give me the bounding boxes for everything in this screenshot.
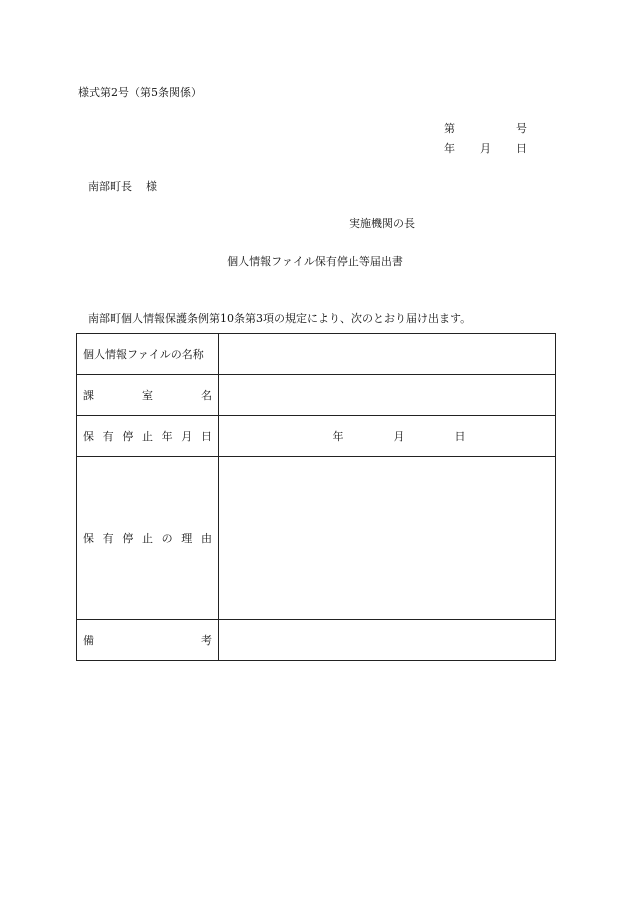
row-remarks — [77, 620, 556, 661]
label-stop-reason — [77, 457, 219, 620]
reference-number-suffix: 号 — [516, 122, 527, 135]
reference-block — [444, 122, 534, 162]
label-char: 有 — [102, 532, 114, 545]
field-stop-date[interactable] — [219, 416, 556, 457]
label-char: 備 — [83, 634, 94, 647]
document-title: 個人情報ファイル保有停止等届出書 — [227, 255, 403, 268]
reference-date-year: 年 — [444, 142, 455, 155]
label-char: 室 — [142, 389, 153, 402]
label-char: 保 — [83, 430, 94, 443]
reference-date-line — [444, 142, 534, 162]
label-department — [77, 375, 219, 416]
label-stop-date — [77, 416, 219, 457]
label-char: 日 — [200, 430, 212, 443]
reference-date-day: 日 — [516, 142, 527, 155]
addressee-name: 南部町長 — [88, 180, 132, 193]
row-stop-reason — [77, 457, 556, 620]
label-char: 名 — [201, 389, 212, 402]
reference-number-prefix: 第 — [444, 122, 455, 135]
sender: 実施機関の長 — [349, 217, 415, 230]
label-char: 由 — [200, 532, 212, 545]
label-char: 理 — [181, 532, 193, 545]
label-stop-reason-text — [77, 530, 218, 546]
label-char: 月 — [181, 430, 193, 443]
label-char: 止 — [141, 532, 153, 545]
date-month-marker: 月 — [393, 430, 405, 443]
label-file-name-text: 個人情報ファイルの名称 — [83, 348, 204, 361]
row-department — [77, 375, 556, 416]
field-file-name[interactable] — [219, 334, 556, 375]
label-department-text — [77, 387, 218, 403]
row-file-name — [77, 334, 556, 375]
label-remarks — [77, 620, 219, 661]
date-day-marker: 日 — [454, 430, 466, 443]
addressee-honorific: 様 — [146, 180, 157, 193]
field-remarks[interactable] — [219, 620, 556, 661]
reference-date-month: 月 — [480, 142, 491, 155]
label-char: 有 — [102, 430, 114, 443]
reference-number-line — [444, 122, 534, 142]
label-remarks-text — [77, 632, 218, 648]
intro-text: 南部町個人情報保護条例第10条第3項の規定により、次のとおり届け出ます。 — [88, 312, 472, 325]
label-char: 保 — [83, 532, 94, 545]
field-stop-reason[interactable] — [219, 457, 556, 620]
label-char: の — [161, 532, 173, 545]
label-char: 止 — [141, 430, 153, 443]
form-table — [76, 333, 556, 661]
label-char: 年 — [161, 430, 173, 443]
stop-date-placeholders — [219, 428, 555, 444]
label-char: 停 — [122, 532, 134, 545]
label-stop-date-text — [77, 428, 218, 444]
label-file-name — [77, 334, 219, 375]
label-char: 停 — [122, 430, 134, 443]
addressee — [88, 180, 157, 194]
field-department[interactable] — [219, 375, 556, 416]
row-stop-date — [77, 416, 556, 457]
label-char: 課 — [83, 389, 94, 402]
form-number: 様式第2号（第5条関係） — [78, 86, 202, 99]
date-year-marker: 年 — [332, 430, 344, 443]
label-char: 考 — [201, 634, 212, 647]
